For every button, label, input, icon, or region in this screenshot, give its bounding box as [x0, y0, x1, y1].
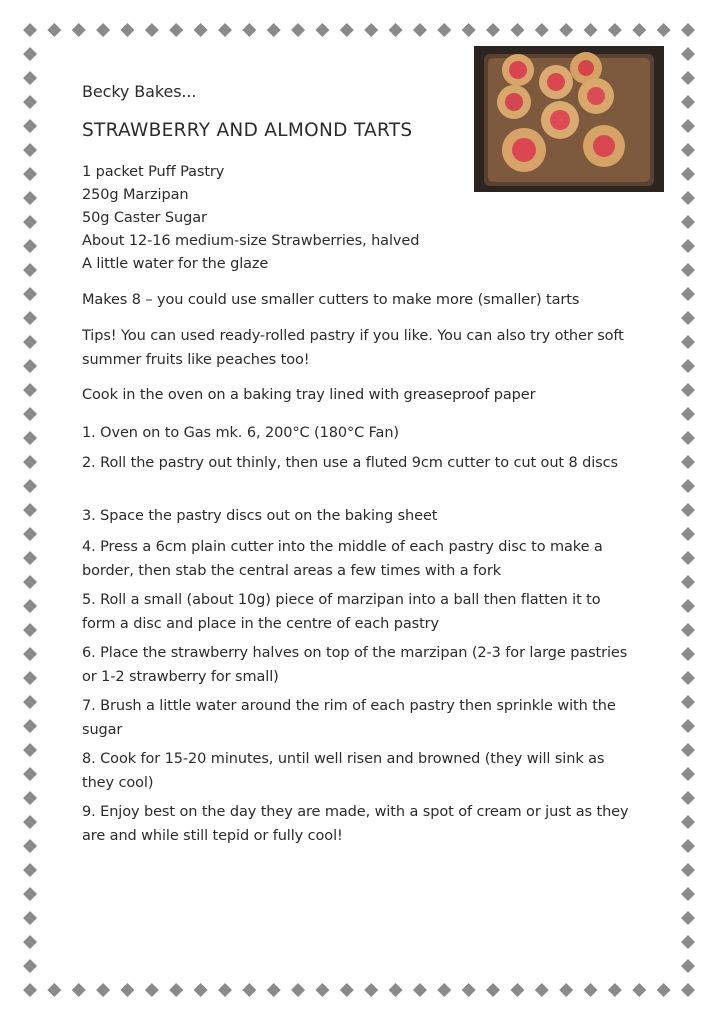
border-diamond [23, 479, 37, 493]
border-diamond [486, 983, 500, 997]
border-diamond [681, 671, 695, 685]
border-diamond [23, 527, 37, 541]
border-diamond [681, 239, 695, 253]
border-diamond [23, 959, 37, 973]
border-diamond [437, 983, 451, 997]
ingredient-item: A little water for the glaze [82, 256, 269, 272]
border-diamond [510, 23, 524, 37]
border-diamond [535, 23, 549, 37]
border-diamond [681, 839, 695, 853]
border-diamond [437, 23, 451, 37]
border-diamond [681, 959, 695, 973]
border-diamond [462, 23, 476, 37]
border-diamond [145, 983, 159, 997]
border-diamond [462, 983, 476, 997]
border-diamond [681, 695, 695, 709]
border-diamond [291, 983, 305, 997]
method-step: 3. Space the pastry discs out on the baking sheet [82, 508, 438, 524]
border-diamond [72, 23, 86, 37]
method-step: 5. Roll a small (about 10g) piece of marzipan into a ball then flatten it to form a disc and place in the centre of each pastry [82, 592, 601, 632]
border-diamond [194, 983, 208, 997]
recipe-title: STRAWBERRY AND ALMOND TARTS [82, 120, 413, 141]
tips-note: Tips! You can used ready-rolled pastry if you like. You can also try other soft summer fruits like peaches too! [82, 328, 624, 368]
border-diamond [96, 23, 110, 37]
border-diamond [584, 983, 598, 997]
border-diamond [23, 455, 37, 469]
makes-note: Makes 8 – you could use smaller cutters to make more (smaller) tarts [82, 292, 580, 308]
border-diamond [23, 887, 37, 901]
border-diamond [681, 935, 695, 949]
border-diamond [23, 359, 37, 373]
border-diamond [23, 791, 37, 805]
border-diamond [681, 551, 695, 565]
border-diamond [96, 983, 110, 997]
border-diamond [681, 719, 695, 733]
border-diamond [23, 191, 37, 205]
method-step: 6. Place the strawberry halves on top of the marzipan (2-3 for large pastries or 1-2 strawberry for small) [82, 645, 628, 685]
border-diamond [681, 743, 695, 757]
ingredient-item: 50g Caster Sugar [82, 210, 207, 226]
border-diamond [364, 983, 378, 997]
border-diamond [657, 983, 671, 997]
border-diamond [242, 23, 256, 37]
border-diamond [23, 431, 37, 445]
border-diamond [23, 239, 37, 253]
border-diamond [681, 143, 695, 157]
border-diamond [23, 839, 37, 853]
method-step: 4. Press a 6cm plain cutter into the middle of each pastry disc to make a border, then stab the central areas a few times with a fork [82, 539, 603, 579]
border-diamond [681, 863, 695, 877]
border-diamond [681, 527, 695, 541]
border-diamond [681, 191, 695, 205]
border-diamond [681, 479, 695, 493]
border-diamond [681, 407, 695, 421]
border-diamond [608, 983, 622, 997]
border-diamond [23, 23, 37, 37]
border-diamond [23, 623, 37, 637]
border-diamond [23, 935, 37, 949]
border-diamond [681, 767, 695, 781]
border-diamond [23, 983, 37, 997]
border-diamond [681, 911, 695, 925]
border-diamond [23, 47, 37, 61]
border-diamond [23, 911, 37, 925]
border-diamond [23, 263, 37, 277]
border-diamond [389, 23, 403, 37]
border-diamond [23, 143, 37, 157]
border-diamond [681, 335, 695, 349]
border-diamond [47, 983, 61, 997]
ingredient-item: 250g Marzipan [82, 187, 189, 203]
brand-name: Becky Bakes... [82, 82, 197, 101]
border-diamond [681, 263, 695, 277]
border-diamond [340, 23, 354, 37]
border-diamond [23, 767, 37, 781]
border-diamond [23, 95, 37, 109]
border-diamond [23, 575, 37, 589]
border-diamond [23, 311, 37, 325]
border-diamond [23, 647, 37, 661]
border-diamond [267, 23, 281, 37]
border-diamond [681, 119, 695, 133]
cook-note: Cook in the oven on a baking tray lined with greaseproof paper [82, 387, 536, 403]
ingredient-item: About 12-16 medium-size Strawberries, halved [82, 233, 420, 249]
method-step: 9. Enjoy best on the day they are made, with a spot of cream or just as they are and while still tepid or fully cool! [82, 804, 629, 844]
border-diamond [23, 167, 37, 181]
border-diamond [681, 359, 695, 373]
border-diamond [169, 23, 183, 37]
border-diamond [681, 983, 695, 997]
border-diamond [389, 983, 403, 997]
border-diamond [120, 983, 134, 997]
border-diamond [145, 23, 159, 37]
border-diamond [413, 23, 427, 37]
border-diamond [584, 23, 598, 37]
border-diamond [608, 23, 622, 37]
border-diamond [681, 215, 695, 229]
method-step: 8. Cook for 15-20 minutes, until well risen and browned (they will sink as they cool) [82, 751, 605, 791]
border-diamond [23, 215, 37, 229]
border-diamond [47, 23, 61, 37]
border-diamond [23, 551, 37, 565]
border-diamond [681, 287, 695, 301]
border-diamond [510, 983, 524, 997]
border-diamond [72, 983, 86, 997]
border-diamond [242, 983, 256, 997]
border-diamond [681, 647, 695, 661]
border-diamond [364, 23, 378, 37]
border-diamond [23, 695, 37, 709]
ingredient-item: 1 packet Puff Pastry [82, 164, 225, 180]
border-diamond [23, 815, 37, 829]
border-diamond [23, 287, 37, 301]
border-diamond [413, 983, 427, 997]
border-diamond [681, 575, 695, 589]
border-diamond [218, 983, 232, 997]
border-diamond [218, 23, 232, 37]
border-diamond [23, 599, 37, 613]
border-diamond [657, 23, 671, 37]
border-diamond [681, 599, 695, 613]
border-diamond [681, 791, 695, 805]
method-step: 2. Roll the pastry out thinly, then use a fluted 9cm cutter to cut out 8 discs [82, 455, 618, 471]
border-diamond [681, 455, 695, 469]
border-diamond [681, 503, 695, 517]
border-diamond [681, 47, 695, 61]
border-diamond [681, 311, 695, 325]
border-diamond [23, 407, 37, 421]
border-diamond [559, 23, 573, 37]
border-diamond [194, 23, 208, 37]
border-diamond [340, 983, 354, 997]
border-diamond [632, 983, 646, 997]
border-diamond [681, 623, 695, 637]
tarts-photo [474, 46, 664, 192]
border-diamond [23, 383, 37, 397]
border-diamond [681, 167, 695, 181]
border-diamond [23, 863, 37, 877]
border-diamond [23, 335, 37, 349]
border-diamond [267, 983, 281, 997]
method-step: 1. Oven on to Gas mk. 6, 200°C (180°C Fan) [82, 425, 399, 441]
border-diamond [681, 815, 695, 829]
border-diamond [559, 983, 573, 997]
border-diamond [681, 383, 695, 397]
border-diamond [315, 983, 329, 997]
border-diamond [291, 23, 305, 37]
border-diamond [23, 71, 37, 85]
border-diamond [169, 983, 183, 997]
border-diamond [535, 983, 549, 997]
border-diamond [120, 23, 134, 37]
border-diamond [23, 719, 37, 733]
border-diamond [681, 431, 695, 445]
border-diamond [23, 119, 37, 133]
border-diamond [315, 23, 329, 37]
border-diamond [23, 503, 37, 517]
border-diamond [632, 23, 646, 37]
method-step: 7. Brush a little water around the rim of each pastry then sprinkle with the sugar [82, 698, 616, 738]
border-diamond [23, 671, 37, 685]
border-diamond [681, 71, 695, 85]
border-diamond [681, 95, 695, 109]
border-diamond [23, 743, 37, 757]
border-diamond [486, 23, 500, 37]
border-diamond [681, 23, 695, 37]
border-diamond [681, 887, 695, 901]
